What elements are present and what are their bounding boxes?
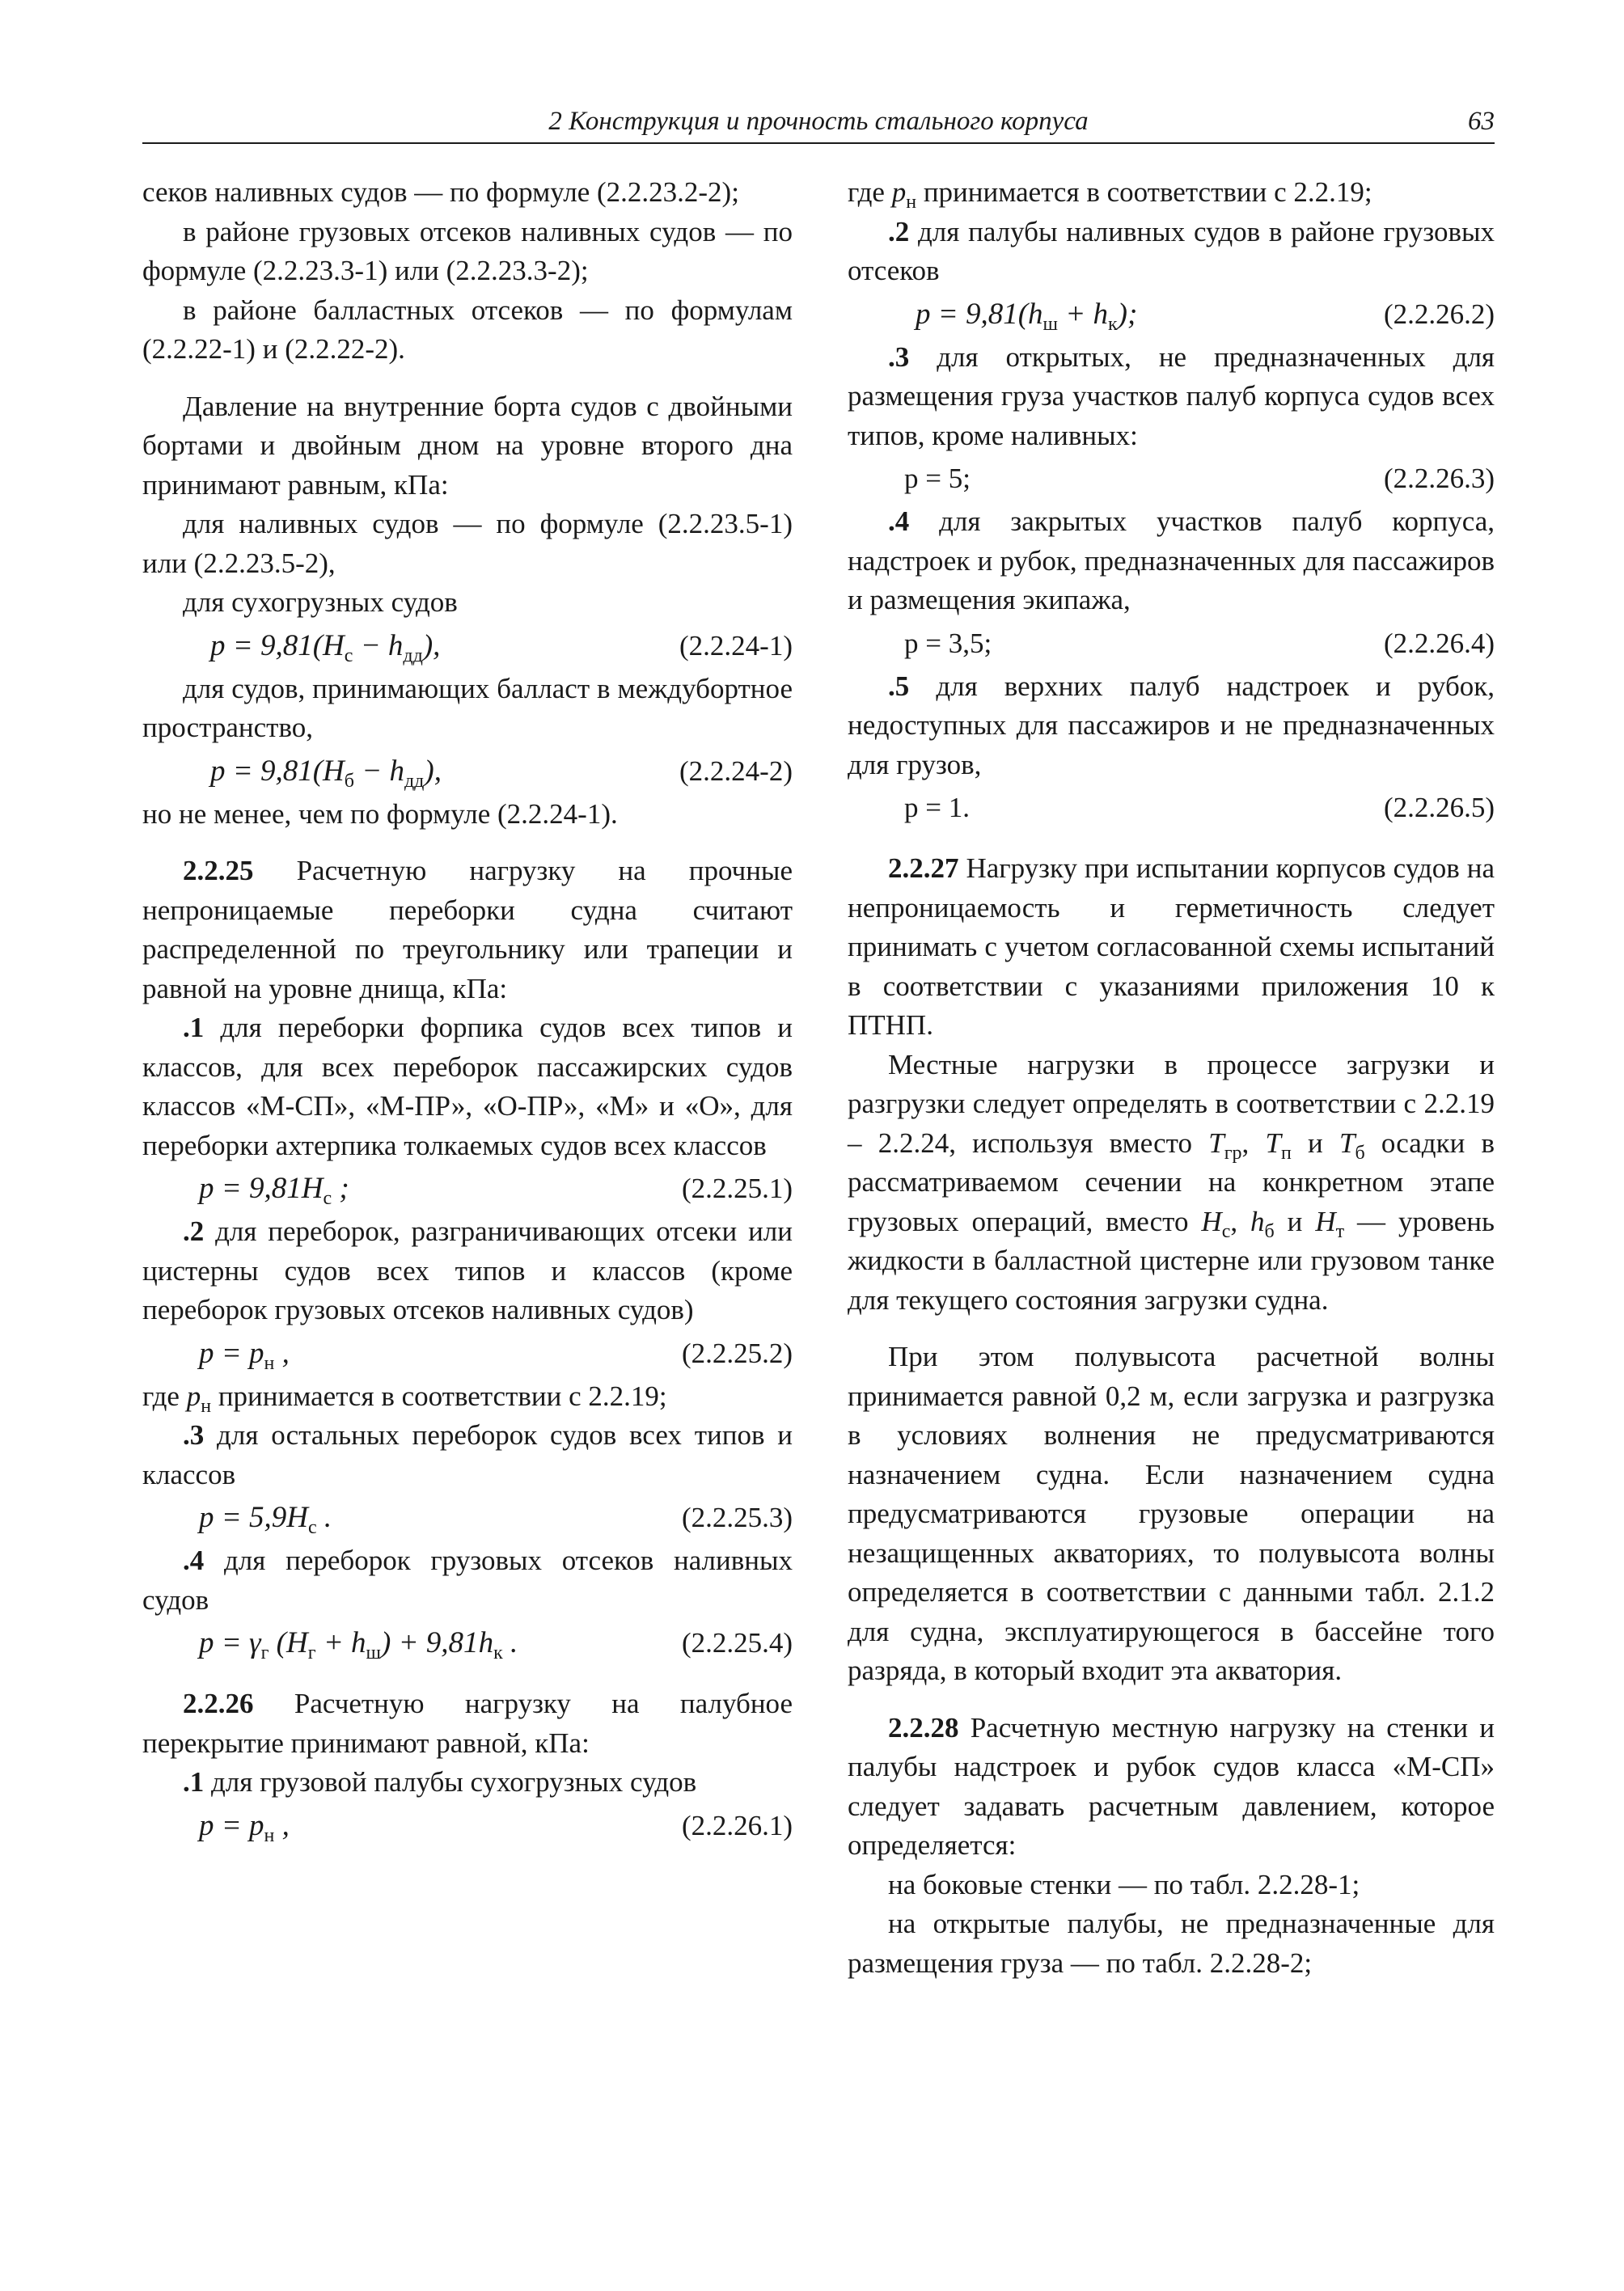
formula-number: (2.2.26.1) <box>681 1809 793 1841</box>
formula-expression: $p = \gamma_г$ $(H_г + h_ш) + 9,81h_к$ . <box>199 1626 518 1663</box>
list-item: .3 для остальных переборок судов всех типов и классов <box>142 1419 793 1490</box>
paragraph: на открытые палубы, не предназначенные для размещения груза — по табл. 2.2.28-2; <box>848 1908 1495 1979</box>
paragraph: Местные нагрузки в процессе загрузки и разгрузки следует определять в соответствии с 2.2.19 – 2.2.24, используя вместо $T_{гр}$, $T_п$ и $T_б$ осадки в рассматриваемом сечении на конкретном этапе грузовых операций, вместо $H_с$, $h_б$ и $H_т$ — уровень жидкости в балластной цистерне или грузовом танке для текущего состояния загрузки судна. <box>848 1048 1495 1316</box>
page-number: 63 <box>1468 107 1495 136</box>
formula-expression: p = 5; <box>904 463 971 494</box>
list-item: .4 для переборок грузовых отсеков наливных судов <box>142 1545 793 1616</box>
formula-expression: $p = 9,81(h_ш + h_к)$; <box>916 297 1138 335</box>
section-2-2-27: 2.2.27 Нагрузку при испытании корпусов судов на непроницаемость и герметичность следует принимать с учетом согласованной схемы испытаний в соответствии с указаниями приложения 10 к ПТНП. <box>848 852 1495 1041</box>
formula-number: (2.2.26.4) <box>1383 627 1495 659</box>
paragraph: для сухогрузных судов <box>183 586 458 618</box>
formula-2-2-25-3 <box>142 1494 793 1541</box>
formula-number: (2.2.24-2) <box>679 755 793 787</box>
left-column <box>142 173 793 1849</box>
formula-2-2-24-1 <box>142 623 793 670</box>
paragraph: где $p_н$ принимается в соответствии с 2.2.19; <box>142 1380 667 1417</box>
formula-expression: $p = 5,9H_с$ . <box>199 1501 332 1538</box>
formula-number: (2.2.25.4) <box>681 1627 793 1659</box>
list-item: .1 для переборки форпика судов всех типов и классов, для всех переборок пассажирских судов классов «М-СП», «М-ПР», «О-ПР», «М» и «О», для переборки ахтерпика толкаемых судов всех классов <box>142 1012 793 1161</box>
paragraph: При этом полувысота расчетной волны принимается равной 0,2 м, если загрузка и разгрузка в условиях волнения не предусматриваются назначением судна. Если назначением судна предусматриваются грузовые операции на незащищенных акваториях, то полувысота волны определяется в соответствии с данными табл. 2.1.2 для судна, эксплуатирующегося в бассейне того разряда, в который входит эта акватория. <box>848 1341 1495 1686</box>
formula-number: (2.2.24-1) <box>679 629 793 662</box>
formula-expression: $p = 9,81H_с$ ; <box>199 1172 349 1209</box>
section-number: 2.2.26 <box>183 1688 254 1719</box>
formula-2-2-25-4 <box>142 1620 793 1667</box>
formula-number: (2.2.25.1) <box>681 1173 793 1204</box>
right-column <box>848 173 1495 1983</box>
page-header <box>142 104 1495 144</box>
formula-2-2-26-2 <box>848 291 1495 338</box>
formula-2-2-26-1 <box>142 1803 793 1849</box>
formula-expression: $p = p_н$ , <box>199 1808 290 1846</box>
section-2-2-26: 2.2.26 Расчетную нагрузку на палубное перекрытие принимают равной, кПа: <box>142 1688 793 1759</box>
paragraph: секов наливных судов — по формуле (2.2.23.2-2); <box>142 176 739 208</box>
formula-expression: $p = p_н$ , <box>199 1336 290 1374</box>
formula-number: (2.2.25.2) <box>681 1337 793 1369</box>
section-2-2-25: 2.2.25 Расчетную нагрузку на прочные непроницаемые переборки судна считают распределенной по треугольнику или трапеции и равной на уровне днища, кПа: <box>142 855 793 1004</box>
paragraph: для судов, принимающих балласт в междубортное пространство, <box>142 672 793 743</box>
section-2-2-28: 2.2.28 Расчетную местную нагрузку на стенки и палубы надстроек и рубок судов класса «М-СП» следует задавать расчетным давлением, которое определяется: <box>848 1711 1495 1861</box>
formula-number: (2.2.25.3) <box>681 1502 793 1533</box>
list-item: .4 для закрытых участков палуб корпуса, надстроек и рубок, предназначенных для пассажиров и размещения экипажа, <box>848 505 1495 615</box>
section-number: 2.2.27 <box>888 852 959 884</box>
formula-expression: $p = 9,81(H_б - h_{дд})$, <box>210 754 442 792</box>
formula-expression: p = 1. <box>904 792 970 823</box>
formula-expression: $p = 9,81(H_с - h_{дд})$, <box>210 628 441 666</box>
paragraph: Давление на внутренние борта судов с двойными бортами и двойным дном на уровне второго дна принимают равным, кПа: <box>142 390 793 501</box>
list-item: .3 для открытых, не предназначенных для размещения груза участков палуб корпуса судов всех типов, кроме наливных: <box>848 340 1495 451</box>
formula-expression: p = 3,5; <box>904 627 992 659</box>
formula-2-2-26-3 <box>848 455 1495 502</box>
formula-2-2-25-1 <box>142 1165 793 1212</box>
formula-2-2-26-5 <box>848 784 1495 831</box>
formula-2-2-25-2 <box>142 1330 793 1377</box>
paragraph: в районе балластных отсеков — по формулам (2.2.22-1) и (2.2.22-2). <box>142 294 793 365</box>
paragraph: где $p_н$ принимается в соответствии с 2.2.19; <box>848 176 1372 213</box>
formula-number: (2.2.26.3) <box>1383 463 1495 494</box>
formula-number: (2.2.26.2) <box>1383 298 1495 330</box>
list-item: .1 для грузовой палубы сухогрузных судов <box>183 1766 697 1798</box>
running-title: 2 Конструкция и прочность стального корпуса <box>548 107 1089 136</box>
list-item: .5 для верхних палуб надстроек и рубок, недоступных для пассажиров и не предназначенных для грузов, <box>848 670 1495 780</box>
list-item: .2 для палубы наливных судов в районе грузовых отсеков <box>848 215 1495 286</box>
paragraph: в районе грузовых отсеков наливных судов — по формуле (2.2.23.3-1) или (2.2.23.3-2); <box>142 215 793 286</box>
formula-2-2-24-2 <box>142 748 793 795</box>
section-number: 2.2.25 <box>183 855 254 886</box>
formula-2-2-26-4 <box>848 620 1495 667</box>
paragraph: для наливных судов — по формуле (2.2.23.5-1) или (2.2.23.5-2), <box>142 508 793 579</box>
paragraph: но не менее, чем по формуле (2.2.24-1). <box>142 797 618 830</box>
list-item: .2 для переборок, разграничивающих отсеки или цистерны судов всех типов и классов (кроме переборок грузовых отсеков наливных судов) <box>142 1215 793 1325</box>
section-number: 2.2.28 <box>888 1711 959 1744</box>
formula-number: (2.2.26.5) <box>1383 792 1495 823</box>
paragraph: на боковые стенки — по табл. 2.2.28-1; <box>888 1868 1360 1900</box>
